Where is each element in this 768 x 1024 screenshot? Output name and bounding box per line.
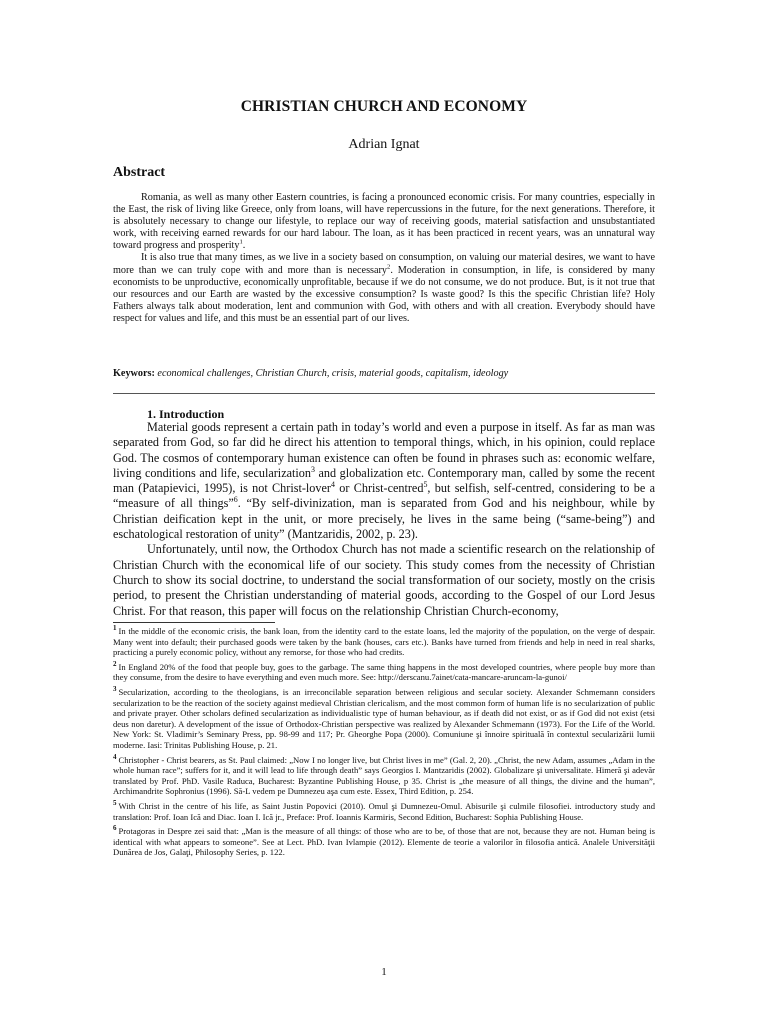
intro-paragraph-2: Unfortunately, until now, the Orthodox Church has not made a scientific research on the relationship of Christian Church with the economical life of our society. This study comes from the necessity of Christian Church to show its social doctrine, to understand the social transformation of our society, mostly on the crisis period, to present the Christian understanding of material goods, according to the Gospel of our Lord Jesus Christ. For that reason, this paper will focus on the relationship Christian Church-economy, [113,542,655,618]
keywords-label: Keywors: [113,368,155,379]
intro-p1-part-d: , but selfish, self-centred, considering to be a “measure of all things” [113,481,655,511]
intro-p1-part-a: Material goods represent a certain path in today’s world and even a purpose in itself. As far as man was separated from God, so far did he direct his attention to temporal things, which, in his opinion, could replace God. The cosmos of contemporary human existence can often be found in phrases such as: economic welfare, living conditions and life, secularization [113,420,655,480]
footnote-separator [113,622,275,623]
keywords-line [113,368,655,380]
footnote-3 [113,687,655,751]
footnote-text: In the middle of the economic crisis, the bank loan, from the identity card to the estate loans, led the majority of the population, on the verge of despair. Many went into default; their purchased goods were taken by the bank (houses, cars etc.). Banks have turned from friends and help in need in real sharks, practicing a purely economic policy, without any remorse, for those who had credits. [113,626,655,658]
abstract-p1-text: Romania, as well as many other Eastern countries, is facing a pronounced economic crisis. For many countries, especially in the East, the risk of living like Greece, only from loans, will have repercussions in the future, for the next generations. Therefore, it is absolutely necessary to change our lifestyle, to replace our way of receiving goods, material satisfaction and unsubstantiated work, with receiving earned rewards for our hard labour. The loan, as it has been practiced in recent years, was an unnatural way toward progress and prosperity [113,192,655,252]
intro-p1-part-e: . “By self-divinization, man is separated from God and his neighbour, while by Christian deification kept in the unit, or more precisely, he lives in the same being (“same-being”) and eschatological restoration of unity” (Mantzaridis, 2002, p. 23). [113,496,655,542]
footnote-number: 5 [113,799,117,808]
intro-paragraph-1 [113,420,655,542]
footnote-text: Protagoras in Despre zei said that: „Man is the measure of all things: of those who are to be, of those that are not, because they are not. Human being is identical with what appears to someone”. See at Lect. PhD. Ivan Ivlampie (2012). Elemente de teorie a valorilor în filosofia antică. Analele Universităţii Dunărea de Jos, Galaţi, Philosophy Series, p. 122. [113,826,655,858]
footnote-number: 2 [113,659,117,668]
abstract-p2a-text: It is also true that many times, as we live in a society based on consumption, on valuing our material desires, we want to have more than we can truly cope with and more than is necessary [113,252,655,276]
footnote-text: Secularization, according to the theologians, is an irreconcilable separation between religious and secular society. Alexander Schmemann considers secularization to be the reaction of the society against medieval Christian clericalism, and the most common form of human life is no secularization of public and private prayer. Other scholars defined secularization as individualistic type of human behaviour, as if death did not exist, or as if God did not exist (etsi deus non daretur). A development of the issue of Orthodox-Christian perspective was realized by Alexander Schmemann (1973). For the Life of the World. New York: St. Vladimir’s Seminary Press, pp. 98-99 and 117; Pr. Gheorghe Popa (2000). Comuniune şi înnoire spirituală în contextul secularizării lumii moderne. Iasi: Trinitas Publishing House, p. 21. [113,686,655,750]
keywords-values: economical challenges, Christian Church, crisis, material goods, capitalism, ideology [157,368,509,379]
page-number: 1 [381,966,387,978]
footnote-5 [113,801,655,822]
author-name: Adrian Ignat [348,137,420,152]
abstract-section [113,192,655,325]
footnote-text: In England 20% of the food that people buy, goes to the garbage. The same thing happens in the most developed countries, where people buy more than they consume, from the desire to have everything and even much more. See: http://derscanu.7ainet/cata-mancare-aruncam-la-gunoi/ [113,661,655,683]
footnote-number: 4 [113,752,117,761]
footnote-ref-2[interactable]: 2 [387,263,391,271]
document-page [113,0,655,1024]
footnote-number: 1 [113,624,117,633]
footnote-number: 6 [113,824,117,833]
abstract-p2b-text: . Moderation in consumption, in life, is considered by many economists to be unproductive, economically unprofitable, because if we do not consume, we do not produce. But, is it not true that our resources and our Earth are wasted by the excessive consumption? Is waste good? Is this the specific Christian life? Holy Fathers always talk about moderation, lent and communion with God, with others and with all creation. Everybody should have respect for values and life, and this must be an essential part of our lives. [113,264,655,324]
footnote-4 [113,752,655,797]
footnote-1 [113,626,655,658]
introduction-body [113,420,655,619]
footnote-text: Christopher - Christ bearers, as St. Paul claimed: „Now I no longer live, but Christ lives in me” (Gal. 2, 20). „Christ, the new Adam, assumes „Adam in the whole human race”; suffers for it, and it will lead to life through death” says Georgios I. Mantzaridis (2002). Globalizare şi universalitate. Himeră şi adevăr translated by Prof. PhD. Vasile Raduca, Bucharest: Byzantine Publishing House, p 35. Christ is „the measure of all things, the divine and the human”, Archimandrite Sophronius (1996). Să-L vedem pe Dumnezeu aşa cum este. Essex, Third Edition, p. 254. [113,754,655,797]
footnotes-section [113,626,655,862]
introduction-heading: 1. Introduction [147,407,225,421]
intro-p1-part-b: and globalization etc. Contemporary man, called by some the recent man (Patapievici, 1995), is not Christ-lover [113,465,655,496]
paper-title: CHRISTIAN CHURCH AND ECONOMY [240,98,528,115]
footnote-number: 3 [113,685,117,694]
footnote-ref-6[interactable]: 6 [233,495,238,505]
abstract-paragraph-2 [113,252,655,325]
footnote-ref-3[interactable]: 3 [310,464,315,474]
footnote-text: With Christ in the centre of his life, as Saint Justin Popovici (2010). Omul şi Dumnezeu-Omul. Abisurile şi culmile filosofiei. introductory study and translation: Prof. Ioan Ică and Diac. Ioan I. Ică jr., Preface: Prof. Ioannis Karmiris, Second Edition, Bucharest: Sophia Publishing House. [113,800,655,822]
footnote-ref-5[interactable]: 5 [423,480,428,490]
abstract-heading: Abstract [113,165,166,180]
footnote-ref-4[interactable]: 4 [330,480,335,490]
footnote-ref-1[interactable]: 1 [239,238,243,246]
abstract-p1-end: . [242,240,246,252]
footnote-6 [113,826,655,858]
intro-p1-part-c: or Christ-centred [334,481,424,496]
footnote-2 [113,659,655,683]
abstract-paragraph-1 [113,192,655,252]
section-divider [113,393,655,394]
